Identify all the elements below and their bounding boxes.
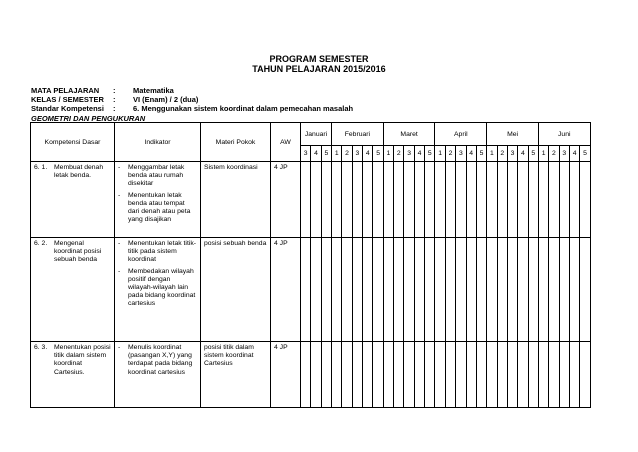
week-number: 3: [404, 146, 414, 162]
indikator-cell: [115, 238, 201, 342]
kd-cell: [31, 162, 115, 238]
week-cell: [528, 162, 538, 238]
week-cell: [301, 238, 311, 342]
week-number: 5: [528, 146, 538, 162]
week-cell: [383, 342, 393, 408]
week-number: 3: [507, 146, 517, 162]
week-number: 2: [342, 146, 352, 162]
week-cell: [580, 342, 590, 408]
week-cell: [383, 162, 393, 238]
meta-key: MATA PELAJARAN: [31, 86, 100, 95]
week-cell: [363, 162, 373, 238]
week-cell: [435, 162, 445, 238]
week-number: 3: [559, 146, 569, 162]
meta-key: KELAS / SEMESTER: [31, 95, 104, 104]
week-number: 5: [321, 146, 331, 162]
week-cell: [301, 342, 311, 408]
week-cell: [394, 238, 404, 342]
week-number: 5: [425, 146, 435, 162]
aw-cell: 4 JP: [271, 238, 301, 342]
week-cell: [507, 238, 517, 342]
month-header: Februari: [332, 123, 384, 146]
week-cell: [538, 238, 548, 342]
week-cell: [559, 162, 569, 238]
indicator-text: Menggambar letak benda atau rumah disekitar: [128, 164, 185, 188]
week-number: 5: [373, 146, 383, 162]
week-cell: [476, 238, 486, 342]
week-number: 4: [311, 146, 321, 162]
week-cell: [373, 342, 383, 408]
week-cell: [538, 162, 548, 238]
aw-cell: 4 JP: [271, 342, 301, 408]
indicator-item: [118, 344, 197, 377]
week-cell: [487, 238, 497, 342]
table-row: [31, 162, 591, 238]
week-cell: [332, 162, 342, 238]
week-cell: [569, 238, 579, 342]
month-header: April: [435, 123, 487, 146]
kd-cell: [31, 342, 115, 408]
header-row-months: [31, 123, 591, 146]
week-cell: [404, 342, 414, 408]
week-number: 2: [394, 146, 404, 162]
week-cell: [456, 342, 466, 408]
week-number: 2: [549, 146, 559, 162]
week-cell: [569, 342, 579, 408]
week-cell: [321, 238, 331, 342]
week-cell: [497, 162, 507, 238]
kd-number: 6. 2.: [34, 240, 48, 247]
bullet-dash: -: [118, 164, 121, 171]
aw-cell: 4 JP: [271, 162, 301, 238]
meta-key: Standar Kompetensi: [31, 104, 104, 113]
week-cell: [435, 342, 445, 408]
week-cell: [456, 162, 466, 238]
indicator-text: Menulis koordinat (pasangan X,Y) yang terdapat pada bidang koordinat cartesius: [128, 344, 193, 376]
document-subtitle: TAHUN PELAJARAN 2015/2016: [252, 64, 386, 74]
indicator-text: Menentukan letak titik-titik pada sistem koordinat: [128, 240, 197, 264]
week-cell: [311, 238, 321, 342]
week-cell: [332, 238, 342, 342]
meta-separator: :: [113, 95, 116, 104]
week-cell: [445, 342, 455, 408]
week-cell: [352, 342, 362, 408]
kd-cell: [31, 238, 115, 342]
meta-separator: :: [113, 104, 116, 113]
indicator-item: [118, 164, 197, 189]
indicator-item: [118, 268, 197, 309]
week-cell: [311, 162, 321, 238]
bullet-dash: -: [118, 240, 121, 247]
indicator-item: [118, 240, 197, 265]
week-cell: [414, 162, 424, 238]
week-cell: [394, 162, 404, 238]
week-cell: [466, 162, 476, 238]
meta-row-class: [31, 95, 198, 104]
indicator-text: Menentukan letak benda atau tempat dari denah atau peta yang disajikan: [128, 191, 191, 224]
week-cell: [373, 162, 383, 238]
week-cell: [549, 162, 559, 238]
week-cell: [518, 238, 528, 342]
week-cell: [507, 342, 517, 408]
document-title: PROGRAM SEMESTER: [269, 54, 369, 64]
week-number: 3: [352, 146, 362, 162]
week-cell: [445, 238, 455, 342]
week-cell: [549, 342, 559, 408]
month-header: Mei: [487, 123, 539, 146]
week-cell: [466, 342, 476, 408]
month-header: Juni: [538, 123, 590, 146]
week-cell: [414, 238, 424, 342]
indicator-text: Membedakan wilayah positif dengan wilayah-wilayah lain pada bidang koordinat cartesius: [128, 267, 196, 308]
meta-separator: :: [113, 86, 116, 95]
week-cell: [518, 342, 528, 408]
bullet-dash: -: [118, 191, 121, 199]
week-cell: [342, 342, 352, 408]
table-row: [31, 342, 591, 408]
meta-value: 6. Menggunakan sistem koordinat dalam pemecahan masalah: [133, 104, 354, 113]
meta-row-standard: [31, 104, 353, 113]
week-cell: [321, 342, 331, 408]
month-header: Januari: [301, 123, 332, 146]
week-cell: [580, 162, 590, 238]
week-cell: [425, 162, 435, 238]
week-cell: [528, 238, 538, 342]
week-cell: [497, 342, 507, 408]
week-cell: [528, 342, 538, 408]
semester-plan-table: [30, 122, 591, 408]
week-cell: [332, 342, 342, 408]
week-cell: [404, 238, 414, 342]
week-number: 1: [383, 146, 393, 162]
week-cell: [321, 162, 331, 238]
week-cell: [538, 342, 548, 408]
week-cell: [518, 162, 528, 238]
week-cell: [404, 162, 414, 238]
week-cell: [476, 342, 486, 408]
week-cell: [487, 162, 497, 238]
week-cell: [476, 162, 486, 238]
kd-number: 6. 3.: [34, 344, 48, 351]
week-cell: [445, 162, 455, 238]
week-cell: [497, 238, 507, 342]
kd-text: Membuat denah letak benda.: [54, 164, 104, 180]
week-number: 1: [332, 146, 342, 162]
week-cell: [342, 238, 352, 342]
week-cell: [301, 162, 311, 238]
week-cell: [425, 238, 435, 342]
table-row: [31, 238, 591, 342]
week-number: 4: [414, 146, 424, 162]
kd-text: Menentukan posisi titik dalam sistem koordinat Cartesius.: [54, 344, 111, 376]
meta-value: VI (Enam) / 2 (dua): [133, 95, 199, 104]
week-cell: [363, 238, 373, 342]
col-header-kd: Kompetensi Dasar: [31, 123, 115, 162]
week-number: 2: [497, 146, 507, 162]
meta-value: Matematika: [133, 86, 174, 95]
meta-row-subject: [31, 86, 174, 95]
week-cell: [549, 238, 559, 342]
week-cell: [311, 342, 321, 408]
week-cell: [363, 342, 373, 408]
week-number: 3: [301, 146, 311, 162]
bullet-dash: -: [118, 344, 121, 351]
week-cell: [414, 342, 424, 408]
week-number: 4: [466, 146, 476, 162]
week-cell: [487, 342, 497, 408]
week-cell: [507, 162, 517, 238]
week-cell: [352, 162, 362, 238]
month-header: Maret: [383, 123, 435, 146]
week-number: 3: [456, 146, 466, 162]
week-cell: [383, 238, 393, 342]
kd-number: 6. 1.: [34, 164, 48, 171]
section-heading: GEOMETRI DAN PENGUKURAN: [31, 114, 146, 123]
week-number: 4: [363, 146, 373, 162]
week-number: 1: [538, 146, 548, 162]
week-cell: [580, 238, 590, 342]
week-cell: [435, 238, 445, 342]
indikator-cell: [115, 342, 201, 408]
materi-cell: posisi sebuah benda: [201, 238, 271, 342]
week-cell: [456, 238, 466, 342]
week-number: 1: [487, 146, 497, 162]
week-number: 1: [435, 146, 445, 162]
week-cell: [394, 342, 404, 408]
week-number: 5: [580, 146, 590, 162]
bullet-dash: -: [118, 267, 121, 275]
materi-cell: posisi titik dalam sistem koordinat Cartesius: [201, 342, 271, 408]
indicator-item: [118, 192, 197, 225]
week-number: 4: [569, 146, 579, 162]
indikator-cell: [115, 162, 201, 238]
week-cell: [352, 238, 362, 342]
col-header-indikator: Indikator: [115, 123, 201, 162]
col-header-materi: Materi Pokok: [201, 123, 271, 162]
week-cell: [559, 342, 569, 408]
week-cell: [425, 342, 435, 408]
week-cell: [342, 162, 352, 238]
materi-cell: Sistem koordinasi: [201, 162, 271, 238]
kd-text: Mengenal koordinat posisi sebuah benda: [54, 240, 102, 264]
week-number: 4: [518, 146, 528, 162]
week-number: 2: [445, 146, 455, 162]
week-cell: [466, 238, 476, 342]
week-cell: [559, 238, 569, 342]
week-cell: [569, 162, 579, 238]
week-number: 5: [476, 146, 486, 162]
week-cell: [373, 238, 383, 342]
col-header-aw: AW: [271, 123, 301, 162]
